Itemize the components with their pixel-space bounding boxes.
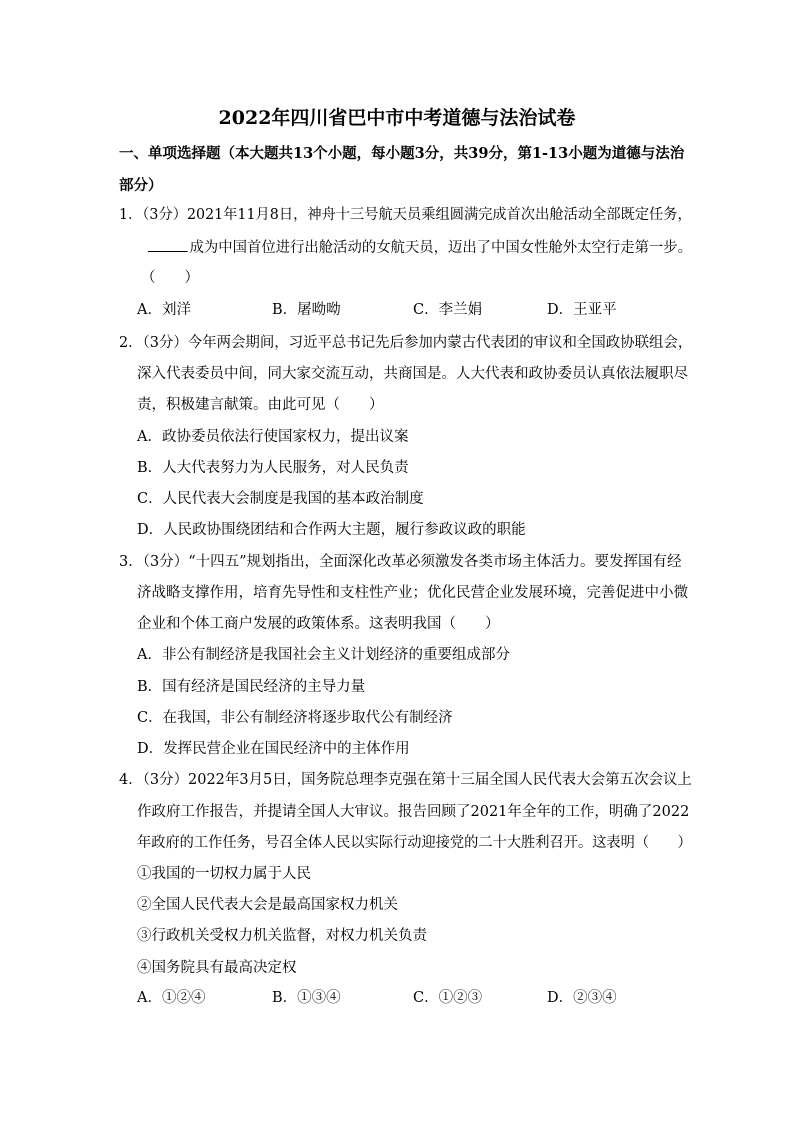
question-4-statement-2: ②全国人民代表大会是最高国家权力机关	[137, 897, 398, 913]
question-4-statement-1: ①我国的一切权力属于人民	[137, 866, 311, 882]
question-3-stem-line-1: 3．（3分）“十四五”规划指出，全面深化改革必须激发各类市场主体活力。要发挥国有经	[119, 554, 682, 570]
question-1-stem-line-2: 成为中国首位进行出舱活动的女航天员，迈出了中国女性舱外太空行走第一步。	[148, 237, 692, 258]
section-heading-line-1: 一、单项选择题（本大题共13个小题，每小题3分，共39分，第1-13小题为道德与法治	[119, 145, 685, 162]
question-4-option-c[interactable]: C．①②③	[413, 990, 483, 1006]
question-3-option-a[interactable]: A．非公有制经济是我国社会主义计划经济的重要组成部分	[137, 647, 510, 663]
question-1-option-d[interactable]: D．王亚平	[547, 302, 617, 318]
question-4-option-d[interactable]: D．②③④	[547, 990, 617, 1006]
question-1-stem-line-3: （ ）	[141, 270, 199, 286]
question-3-stem-line-3: 企业和个体工商户发展的政策体系。这表明我国（ ）	[137, 616, 500, 632]
question-4-statement-4: ④国务院具有最高决定权	[137, 960, 297, 976]
question-1-option-b[interactable]: B．屠呦呦	[272, 302, 341, 318]
question-4-option-a[interactable]: A．①②④	[137, 990, 206, 1006]
section-heading	[119, 138, 689, 202]
question-4-stem-line-1: 4．（3分）2022年3月5日，国务院总理李克强在第十三届全国人民代表大会第五次会议上	[119, 772, 692, 788]
question-2-stem-line-2: 深入代表委员中间，同大家交流互动，共商国是。人大代表和政协委员认真依法履职尽	[137, 366, 688, 382]
question-4-stem-line-3: 年政府的工作任务，号召全体人民以实际行动迎接党的二十大胜利召开。这表明（ ）	[137, 835, 692, 851]
fill-in-blank	[148, 237, 188, 252]
question-2-stem-line-1: 2．（3分）今年两会期间，习近平总书记先后参加内蒙古代表团的审议和全国政协联组会，	[119, 335, 693, 351]
section-heading-line-2: 部分）	[119, 177, 163, 194]
exam-title: 2022年四川省巴中市中考道德与法治试卷	[218, 107, 576, 129]
question-3-stem-line-2: 济战略支撑作用，培育先导性和支柱性产业；优化民营企业发展环境，完善促进中小微	[137, 585, 688, 601]
question-3-option-d[interactable]: D．发挥民营企业在国民经济中的主体作用	[137, 741, 410, 757]
question-3-option-c[interactable]: C．在我国，非公有制经济将逐步取代公有制经济	[137, 710, 453, 726]
question-1-option-c[interactable]: C．李兰娟	[413, 302, 483, 318]
question-3-option-b[interactable]: B．国有经济是国民经济的主导力量	[137, 679, 366, 695]
question-2-option-b[interactable]: B．人大代表努力为人民服务，对人民负责	[137, 460, 409, 476]
question-2-stem-line-3: 责，积极建言献策。由此可见（ ）	[137, 397, 384, 413]
question-4-statement-3: ③行政机关受权力机关监督，对权力机关负责	[137, 928, 427, 944]
question-4-option-b[interactable]: B．①③④	[272, 990, 341, 1006]
question-1-stem-line-1: 1．（3分）2021年11月8日，神舟十三号航天员乘组圆满完成首次出舱活动全部既定任务，	[119, 207, 692, 223]
question-2-option-d[interactable]: D．人民政协围绕团结和合作两大主题，履行参政议政的职能	[137, 522, 526, 538]
question-2-option-c[interactable]: C．人民代表大会制度是我国的基本政治制度	[137, 491, 424, 507]
question-4-stem-line-2: 作政府工作报告，并提请全国人大审议。报告回顾了2021年全年的工作，明确了2022	[137, 804, 690, 820]
question-1-option-a[interactable]: A．刘洋	[137, 302, 191, 318]
question-2-option-a[interactable]: A．政协委员依法行使国家权力，提出议案	[137, 429, 409, 445]
